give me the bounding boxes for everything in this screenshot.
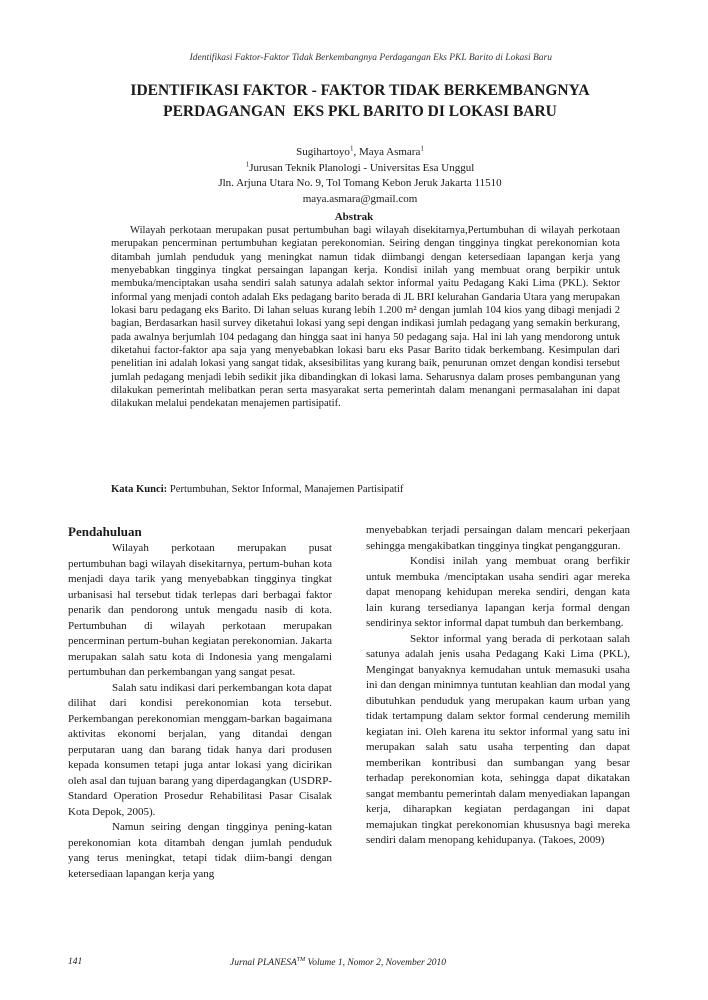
author-block [120, 145, 600, 207]
affiliation-text: Jurusan Teknik Planologi - Universitas Esa Unggul [249, 161, 475, 174]
author-1: Sugihartoyo [296, 146, 350, 158]
running-header: Identifikasi Faktor-Faktor Tidak Berkembangnya Perdagangan Eks PKL Barito di Lokasi Baru [189, 53, 552, 63]
author-2: Maya Asmara [358, 146, 421, 158]
affiliation [120, 161, 600, 177]
section-heading: Pendahuluan [68, 524, 142, 539]
author-1-sup: 1 [349, 144, 354, 153]
body-paragraph: Namun seiring dengan tingginya pening-katan perekonomian kota ditambah dengan jumlah penduduk yang terus meningkat, tetapi tidak diim-bangi dengan ketersediaan lapangan kerja yang [68, 821, 332, 880]
paper-title [60, 80, 660, 122]
author-names [120, 145, 600, 161]
address: Jln. Arjuna Utara No. 9, Tol Tomang Kebon Jeruk Jakarta 11510 [218, 177, 502, 189]
body-paragraph: menyebabkan terjadi persaingan dalam mencari pekerjaan sehingga mengakibatkan tingginya tingkat pengangguran. [366, 524, 630, 552]
body-paragraph: Sektor informal yang berada di perkotaan salah satunya adalah jenis usaha Pedagang Kaki Lima (PKL), Mengingat banyaknya kemudahan untuk memasuki usaha ini dan dengan minimnya tuntutan keahlian dan modal yang dibutuhkan penduduk yang merupakan kaum urban yang tidak tertampung dalam sektor formal cenderung memilih kegiatan ini. Oleh karena itu sektor informal yang satu ini merupakan salah satu usaha terpenting dan dapat memberikan kontribusi dan sumbangan yang besar terhadap perekonomian kota, sehingga dapat dikatakan sangat membantu pemerintah dalam menyediakan lapangan kerja, diharapkan kegiatan perdagangan ini dapat memajukan tingkat perekonomian khususnya bagi mereka sendiri dalam menopang kehidupanya. (Takoes, 2009) [366, 632, 630, 846]
title-line-1: IDENTIFIKASI FAKTOR - FAKTOR TIDAK BERKEMBANGNYA [130, 82, 590, 99]
journal-name: Jurnal PLANESA [230, 958, 297, 969]
abstract-heading: Abstrak [334, 211, 374, 223]
journal-volume: Volume 1, Nomor 2, November 2010 [305, 958, 447, 969]
right-column [366, 523, 630, 849]
title-line-2: PERDAGANGAN EKS PKL BARITO DI LOKASI BARU [163, 103, 557, 120]
journal-footer [230, 957, 446, 968]
author-2-sup: 1 [420, 144, 424, 153]
affiliation-sup: 1 [245, 159, 250, 168]
left-column [68, 523, 332, 882]
author-separator: , [353, 146, 359, 158]
body-paragraph: Salah satu indikasi dari perkembangan kota dapat dilihat dari kondisi perekonomian kota tersebut. Perkembangan perekonomian menggam-barkan bagaimana aktivitas ekonomi berjalan, yang ditandai dengan perputaran uang dan barang tidak hanya dari produsen kepada konsumen tetapi juga antar lokasi yang dicirikan oleh asal dan tujuan barang yang diperdagangkan (USDRP-Standard Operation Prosedur Rehabilitasi Pasar Cisalak Kota Depok, 2005). [68, 681, 332, 818]
keywords [111, 484, 620, 495]
journal-tm: TM [296, 957, 306, 963]
email: maya.asmara@gmail.com [302, 192, 418, 205]
body-paragraph: Kondisi inilah yang membuat orang berfikir untuk membuka /menciptakan usaha sendiri agar mereka dapat menopang kehidupan mereka sendiri, dengan kata lain kurang tersedianya lapangan kerja formal dengan sendirinya sektor informal dapat tumbuh dan berkembang. [366, 555, 630, 629]
keywords-text: Pertumbuhan, Sektor Informal, Manajemen Partisipatif [167, 484, 404, 495]
page-number: 141 [68, 957, 83, 967]
abstract-text: Wilayah perkotaan merupakan pusat pertumbuhan bagi wilayah disekitarnya,Pertumbuhan di wilayah perkotaan merupakan pencerminan pertumbuhan kegiatan perekonomian. Seiring dengan tingginya tingkat perekonomian kota ditambah jumlah penduduk yang meningkat namun tidak diimbangi dengan ketersediaan lapangan kerja yang menyebabkan tingginya tingkat persaingan lapangan kerja. Kondisi inilah yang membuat orang berpikir untuk membuka/menciptakan usaha sendiri salah satunya adalah sektor informal yaitu Pedagang Kaki Lima (PKL). Sektor informal yang menjadi contoh adalah Eks pedagang barito berada di JL BRI kelurahan Gandaria Utara yang merupakan lokasi baru pedagang eks Barito. Di lahan seluas kurang lebih 1.200 m² dengan jumlah 104 kios yang dibagi menjadi 2 bagian, Berdasarkan hasil survey diketahui lokasi yang sepi dengan indikasi jumlah pedagang yang semakin berkurang, pada awalnya berjumlah 104 pedagang dan hingga saat ini hanya 50 pedagang saja. Hal ini lah yang mendorong untuk diketahui factor-faktor apa saja yang menyebabkan lokasi baru eks Pasar Barito tidak berkembang. Kesimpulan dari penelitian ini adalah lokasi yang sangat tidak, aksesibilitas yang kurang baik, penurunan omzet dengan kondisi tersebut jumlah pedagang menjadi lebih sedikit jika dibandingkan di lokasi lama. Seharusnya dalam proses pembangunan yang dilakukan pemerintah melibatkan peran serta masyarakat serta pemerintah dalam menangani permasalahan ini dapat dilakukan melalui pendekatan menajemen partisipatif. [111, 225, 620, 410]
keywords-label: Kata Kunci: [111, 484, 168, 495]
body-paragraph: Wilayah perkotaan merupakan pusat pertumbuhan bagi wilayah disekitarnya, pertum-buhan kota menjadi daya tarik yang menyebabkan tingginya tingkat urbanisasi hal tersebut tidak terlepas dari berbagai faktor penarik dan pendorong untuk mengadu nasib di kota. Pertumbuhan di wilayah perkotaan merupakan pencerminan pertum-buhan kegiatan perekonomian. Jakarta merupakan salah satu kota di Indonesia yang mengalami pertumbuhan dan perkembangan yang sangat pesat. [68, 542, 332, 678]
